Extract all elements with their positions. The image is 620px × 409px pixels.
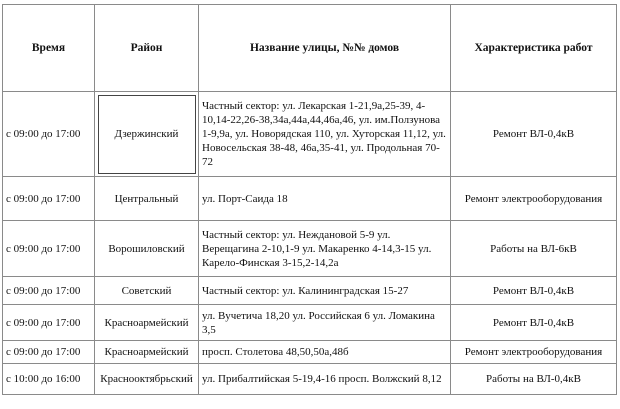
district-cell[interactable]: Советский — [95, 277, 199, 305]
work-cell[interactable]: Работы на ВЛ-0,4кВ — [451, 364, 617, 395]
streets-cell[interactable]: Частный сектор: ул. Неждановой 5-9 ул. Верещагина 2-10,1-9 ул. Макаренко 4-14,3-15 ул. Карело-Финская 3-15,2-14,2а — [199, 221, 451, 277]
district-cell[interactable]: Ворошиловский — [95, 221, 199, 277]
district-cell[interactable]: Красноармейский — [95, 305, 199, 341]
streets-cell[interactable]: ул. Вучетича 18,20 ул. Российская 6 ул. Ломакина 3,5 — [199, 305, 451, 341]
streets-cell[interactable]: Частный сектор: ул. Лекарская 1-21,9а,25-39, 4-10,14-22,26-38,34а,44а,44,46а,46, ул. им.Ползунова 1-9,9а, ул. Новорядская 110, ул. Хуторская 11,12, ул. Новосельская 38-48, 46а,35-41, ул. Продольная 70-72 — [199, 92, 451, 177]
table-header-row — [3, 5, 617, 92]
work-cell[interactable]: Ремонт электрооборудования — [451, 177, 617, 221]
streets-cell[interactable]: просп. Столетова 48,50,50а,48б — [199, 341, 451, 364]
time-cell[interactable]: с 09:00 до 17:00 — [3, 277, 95, 305]
time-cell[interactable]: с 09:00 до 17:00 — [3, 305, 95, 341]
table-row — [3, 364, 617, 395]
work-cell[interactable]: Работы на ВЛ-6кВ — [451, 221, 617, 277]
table-row — [3, 341, 617, 364]
header-time: Время — [3, 5, 95, 92]
header-district: Район — [95, 5, 199, 92]
district-cell-selected[interactable]: Дзержинский — [95, 92, 199, 177]
work-cell[interactable]: Ремонт ВЛ-0,4кВ — [451, 92, 617, 177]
work-cell[interactable]: Ремонт ВЛ-0,4кВ — [451, 277, 617, 305]
header-work: Характеристика работ — [451, 5, 617, 92]
time-cell[interactable]: с 10:00 до 16:00 — [3, 364, 95, 395]
streets-cell[interactable]: ул. Прибалтийская 5-19,4-16 просп. Волжский 8,12 — [199, 364, 451, 395]
time-cell[interactable]: с 09:00 до 17:00 — [3, 177, 95, 221]
outage-schedule-table — [2, 4, 617, 395]
district-cell[interactable]: Краснооктябрьский — [95, 364, 199, 395]
district-cell[interactable]: Красноармейский — [95, 341, 199, 364]
time-cell[interactable]: с 09:00 до 17:00 — [3, 221, 95, 277]
streets-cell[interactable]: ул. Порт-Саида 18 — [199, 177, 451, 221]
table-row — [3, 221, 617, 277]
time-cell[interactable]: с 09:00 до 17:00 — [3, 92, 95, 177]
district-cell[interactable]: Центральный — [95, 177, 199, 221]
table-row — [3, 277, 617, 305]
work-cell[interactable]: Ремонт ВЛ-0,4кВ — [451, 305, 617, 341]
table-row — [3, 92, 617, 177]
work-cell[interactable]: Ремонт электрооборудования — [451, 341, 617, 364]
streets-cell[interactable]: Частный сектор: ул. Калининградская 15-27 — [199, 277, 451, 305]
header-streets: Название улицы, №№ домов — [199, 5, 451, 92]
table-row — [3, 305, 617, 341]
table-row — [3, 177, 617, 221]
time-cell[interactable]: с 09:00 до 17:00 — [3, 341, 95, 364]
